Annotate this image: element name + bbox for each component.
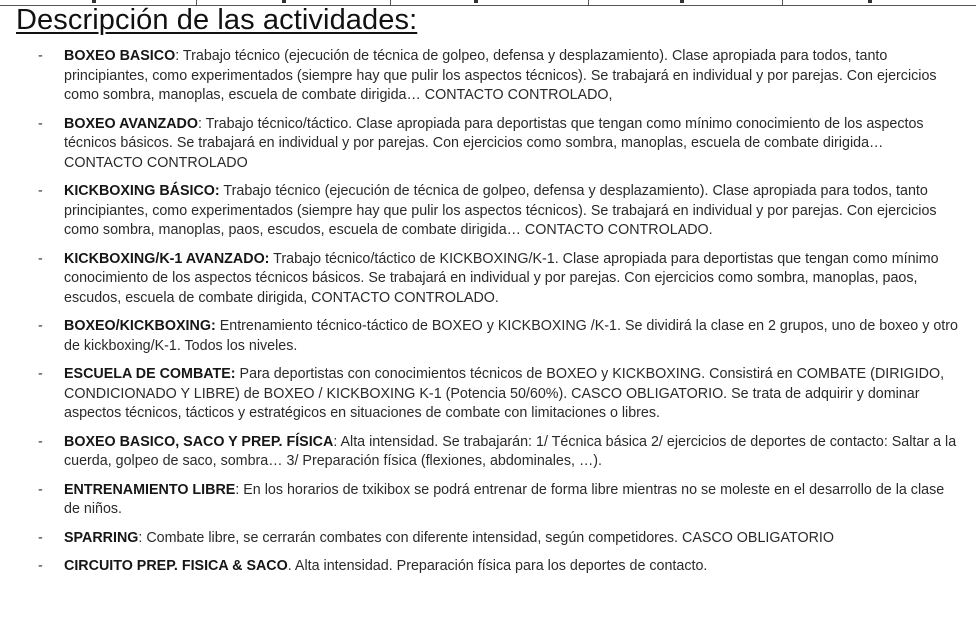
bullet-dash-icon: - [38,250,43,267]
activity-item-entrenamiento-libre [0,481,976,520]
table-cell-fragment [92,0,96,3]
table-cell-divider [588,0,589,5]
bullet-dash-icon: - [38,529,43,546]
activity-separator: : [175,48,183,64]
table-cell-fragment [282,0,286,3]
activity-item-kickboxing-k1-avanzado [0,250,976,309]
bullet-dash-icon: - [38,48,43,64]
activity-name: KICKBOXING/K-1 AVANZADO: [64,250,270,267]
activity-name: ESCUELA DE COMBATE: [64,366,236,382]
bullet-dash-icon: - [38,558,43,574]
activity-item-boxeo-basico [0,47,976,106]
activity-description: Para deportistas con conocimientos técnicos de BOXEO y KICKBOXING. Consistirá en COMBATE (DIRIGIDO, CONDICIONADO Y LIBRE) de BOXEO / KICKBOXING K-1 (Potencia 50/60%). CASCO OBLIGATORIO. Se trata de adquirir y dominar aspectos técnicos, tácticos y estratégicos en situaciones de combate con limitaciones o libres. [64,366,945,421]
table-cell-fragment [474,0,478,3]
page-title: Descripción de las actividades: [16,4,418,36]
activity-name: BOXEO BASICO [64,48,176,64]
activity-item-kickboxing-basico [0,182,976,241]
activity-name: BOXEO AVANZADO [64,115,198,132]
bullet-dash-icon: - [38,115,43,132]
table-cell-fragment [680,0,684,3]
activity-name: KICKBOXING BÁSICO: [64,183,220,199]
activity-item-boxeo-avanzado [0,115,976,174]
activity-name: CIRCUITO PREP. FISICA & SACO [64,558,288,574]
activity-separator: : [235,481,244,498]
activity-description: Combate libre, se cerrarán combates con diferente intensidad, según competidores. CASCO OBLIGATORIO [146,529,834,546]
activity-item-boxeo-basico-saco-prep-fisica [0,433,976,472]
activity-description: Trabajo técnico (ejecución de técnica de golpeo, defensa y desplazamiento). Clase apropiada para todos, tanto principiantes, como experimentados (siempre hay que pulir los aspectos técnicos). Se trabajará en individual y por parejas. Con ejercicios como sombra, manoplas, paos, escudos, escuela de combate dirigida… CONTACTO CONTROLADO. [64,183,937,238]
activity-name: BOXEO BASICO, SACO Y PREP. FÍSICA [64,433,334,450]
activity-description: Alta intensidad. Preparación física para los deportes de contacto. [294,558,708,574]
activity-item-boxeo-kickboxing [0,317,976,356]
bullet-dash-icon: - [38,366,43,382]
activity-name: ENTRENAMIENTO LIBRE [64,481,236,498]
activity-separator: : [333,433,341,450]
table-cell-fragment [868,0,872,3]
activity-item-sparring [0,529,976,549]
activity-description: Trabajo técnico/táctico. Clase apropiada para deportistas que tengan como mínimo conocimiento de los aspectos técnicos básicos. Se trabajará en individual y por parejas. Con ejercicios como sombra, manoplas, escuela de combate dirigida… CONTACTO CONTROLADO [64,115,924,171]
activity-description: En los horarios de txikibox se podrá entrenar de forma libre mientras no se moleste en el desarrollo de la clase de niños. [64,481,945,517]
activity-separator: . [287,558,295,574]
activity-separator: : [138,529,147,546]
activity-item-escuela-de-combate [0,365,976,424]
bullet-dash-icon: - [38,481,43,498]
activity-description: Alta intensidad. Se trabajarán: 1/ Técnica básica 2/ ejercicios de deportes de contacto: Saltar a la cuerda, golpeo de saco, sombra… 3/ Preparación física (flexiones, abdominales, …). [64,433,957,469]
activity-separator: : [197,115,206,132]
table-cell-divider [782,0,783,5]
activity-description: Trabajo técnico (ejecución de técnica de golpeo, defensa y desplazamiento). Clase apropiada para todos, tanto principiantes, como experimentados (siempre hay que pulir los aspectos técnicos). Se trabajará en individual y por parejas. Con ejercicios como sombra, manoplas, escuela de combate dirigida… CONTACTO CONTROLADO, [64,48,937,103]
bullet-dash-icon: - [38,433,43,450]
activity-description: Entrenamiento técnico-táctico de BOXEO y KICKBOXING /K-1. Se dividirá la clase en 2 grupos, uno de boxeo y otro de kickboxing/K-1. Todos los niveles. [64,318,958,354]
activity-name: BOXEO/KICKBOXING: [64,318,216,334]
bullet-dash-icon: - [38,183,43,199]
bullet-dash-icon: - [38,318,43,334]
activity-item-circuito-prep-fisica-saco [0,557,976,577]
activity-name: SPARRING [64,529,139,546]
activity-description: Trabajo técnico/táctico de KICKBOXING/K-1. Clase apropiada para deportistas que tengan como mínimo conocimiento de los aspectos técnicos básicos. Se trabajará en individual y por parejas. Con ejercicios como sombra, manoplas, paos, escudos, escuela de combate dirigida, CONTACTO CONTROLADO. [64,250,939,306]
activity-list [0,47,976,577]
